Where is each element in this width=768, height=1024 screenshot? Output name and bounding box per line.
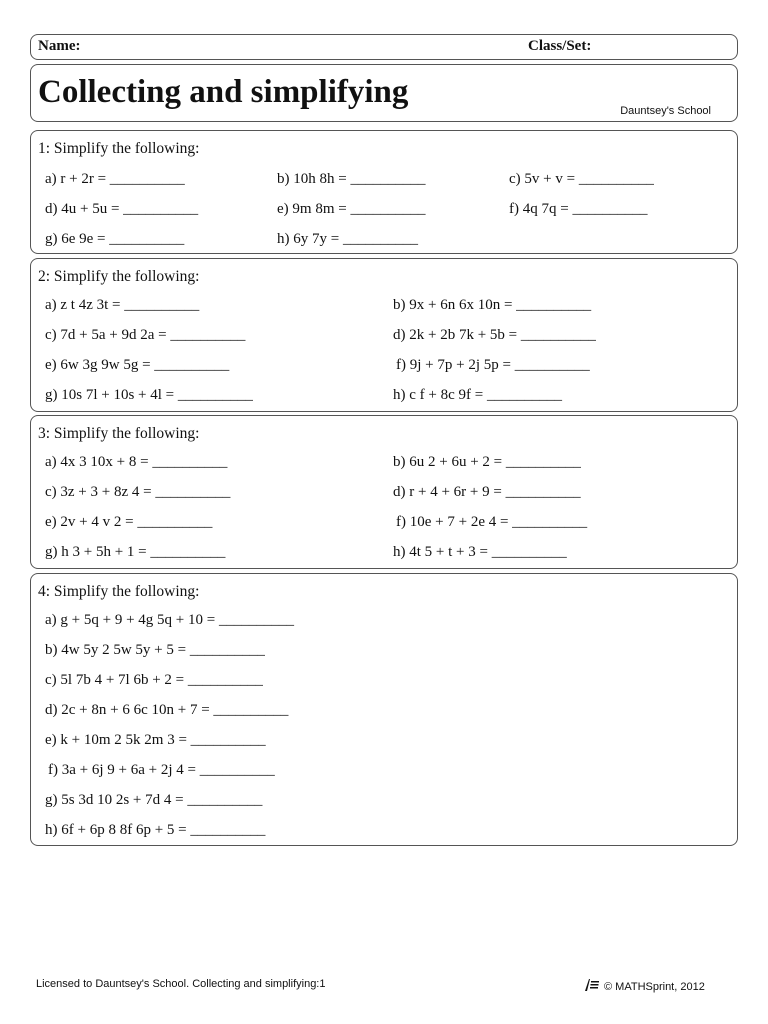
footer-copyright — [584, 978, 705, 993]
question-3d: d) r + 4 + 6r + 9 = __________ — [393, 484, 581, 500]
question-1a: a) r + 2r = __________ — [45, 171, 185, 187]
question-3a: a) 4x 3 10x + 8 = __________ — [45, 454, 228, 470]
class-set-label: Class/Set: — [528, 38, 592, 54]
question-2g: g) 10s 7l + 10s + 4l = __________ — [45, 387, 253, 403]
question-2h: h) c f + 8c 9f = __________ — [393, 387, 562, 403]
school-name: Dauntsey's School — [620, 105, 711, 117]
worksheet-title: Collecting and simplifying — [38, 74, 409, 110]
footer-license: Licensed to Dauntsey's School. Collecting and simplifying:1 — [36, 978, 326, 990]
question-3h: h) 4t 5 + t + 3 = __________ — [393, 544, 567, 560]
section-heading: 2: Simplify the following: — [38, 268, 200, 285]
question-4a: a) g + 5q + 9 + 4g 5q + 10 = __________ — [45, 612, 294, 628]
question-4h: h) 6f + 6p 8 8f 6p + 5 = __________ — [45, 822, 266, 838]
name-label: Name: — [38, 38, 81, 54]
question-1h: h) 6y 7y = __________ — [277, 231, 418, 247]
question-3f: f) 10e + 7 + 2e 4 = __________ — [396, 514, 588, 530]
name-class-box — [30, 34, 738, 60]
question-2e: e) 6w 3g 9w 5g = __________ — [45, 357, 230, 373]
question-1e: e) 9m 8m = __________ — [277, 201, 426, 217]
question-2f: f) 9j + 7p + 2j 5p = __________ — [396, 357, 590, 373]
section-3 — [30, 415, 738, 569]
question-3c: c) 3z + 3 + 8z 4 = __________ — [45, 484, 231, 500]
question-3b: b) 6u 2 + 6u + 2 = __________ — [393, 454, 581, 470]
question-4b: b) 4w 5y 2 5w 5y + 5 = __________ — [45, 642, 265, 658]
question-3e: e) 2v + 4 v 2 = __________ — [45, 514, 213, 530]
question-4d: d) 2c + 8n + 6 6c 10n + 7 = __________ — [45, 702, 289, 718]
section-2 — [30, 258, 738, 412]
question-4f: f) 3a + 6j 9 + 6a + 2j 4 = __________ — [48, 762, 275, 778]
question-1f: f) 4q 7q = __________ — [509, 201, 648, 217]
question-4g: g) 5s 3d 10 2s + 7d 4 = __________ — [45, 792, 263, 808]
question-4c: c) 5l 7b 4 + 7l 6b + 2 = __________ — [45, 672, 263, 688]
question-2d: d) 2k + 2b 7k + 5b = __________ — [393, 327, 596, 343]
question-3g: g) h 3 + 5h + 1 = __________ — [45, 544, 226, 560]
question-4e: e) k + 10m 2 5k 2m 3 = __________ — [45, 732, 266, 748]
question-1g: g) 6e 9e = __________ — [45, 231, 185, 247]
section-heading: 3: Simplify the following: — [38, 425, 200, 442]
section-heading: 1: Simplify the following: — [38, 140, 200, 157]
question-2b: b) 9x + 6n 6x 10n = __________ — [393, 297, 592, 313]
question-1c: c) 5v + v = __________ — [509, 171, 654, 187]
section-heading: 4: Simplify the following: — [38, 583, 200, 600]
section-1 — [30, 130, 738, 254]
question-2c: c) 7d + 5a + 9d 2a = __________ — [45, 327, 246, 343]
footer-copyright-text: © MATHSprint, 2012 — [604, 981, 705, 993]
question-1b: b) 10h 8h = __________ — [277, 171, 426, 187]
section-4 — [30, 573, 738, 846]
mathsprint-logo-icon — [584, 978, 600, 992]
title-box — [30, 64, 738, 122]
question-1d: d) 4u + 5u = __________ — [45, 201, 199, 217]
question-2a: a) z t 4z 3t = __________ — [45, 297, 200, 313]
